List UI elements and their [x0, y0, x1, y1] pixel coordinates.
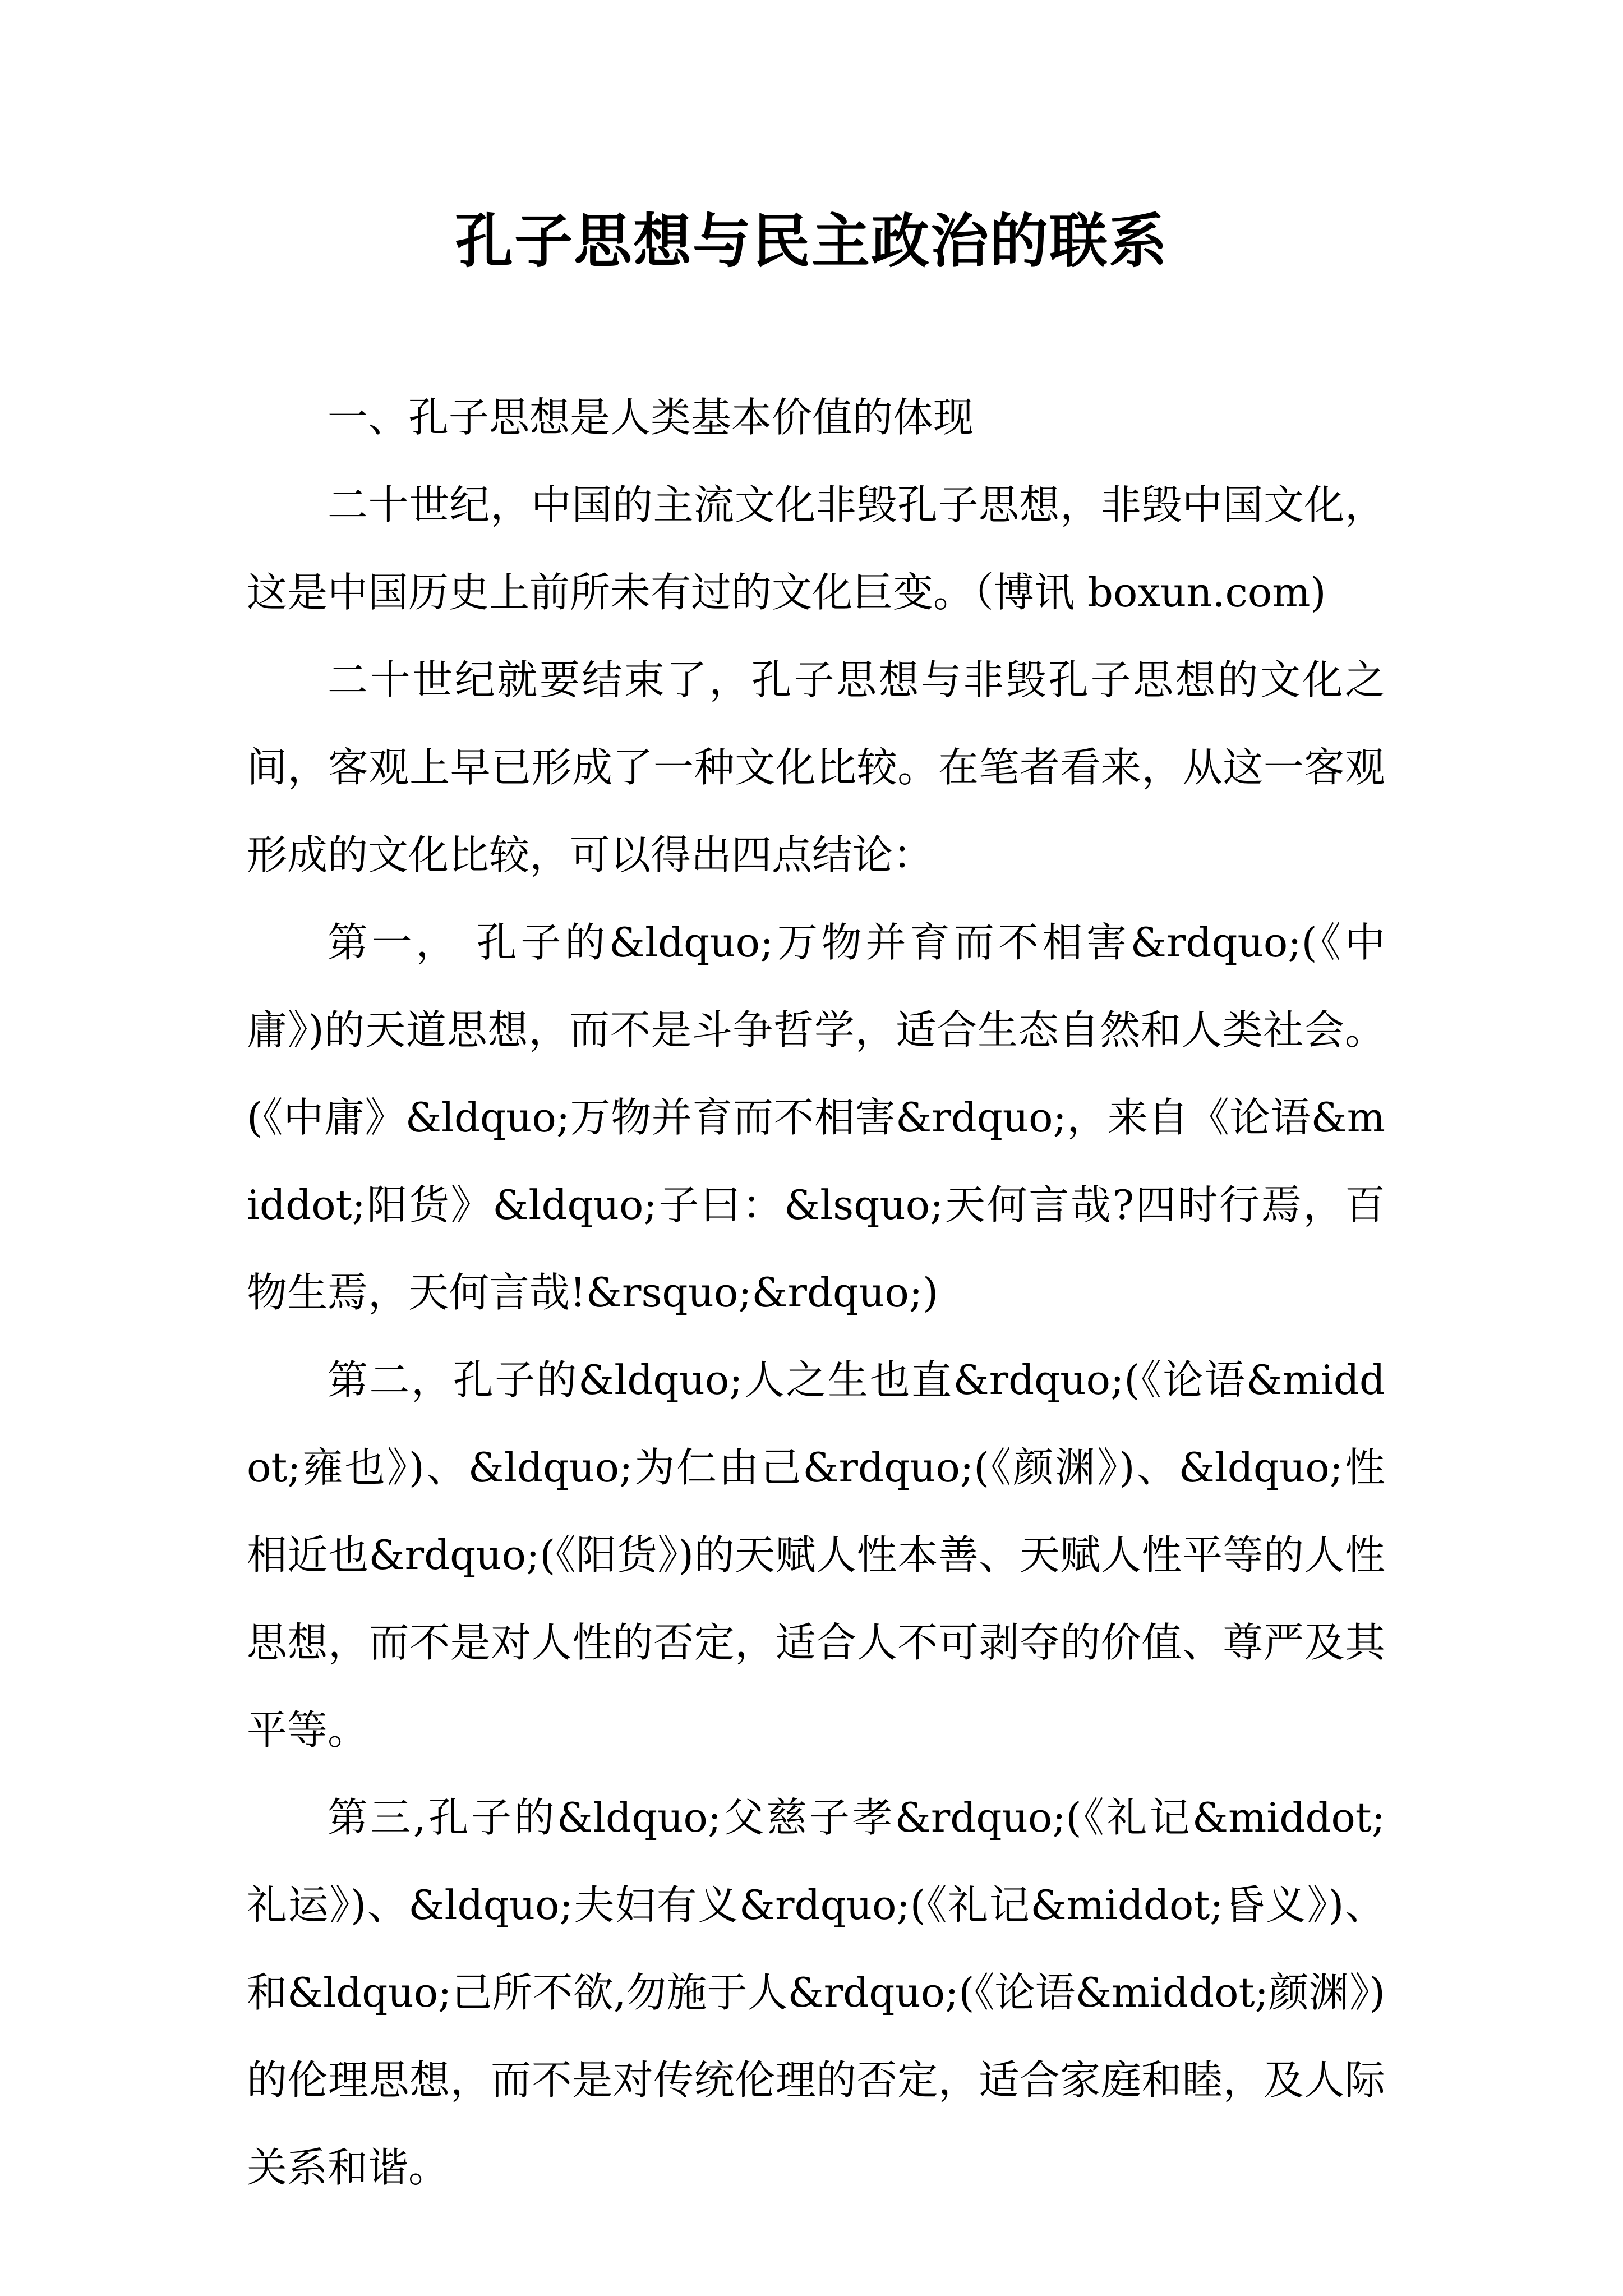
paragraph: 二十世纪就要结束了，孔子思想与非毁孔子思想的文化之间，客观上早已形成了一种文化比较。在笔者看来，从这一客观形成的文化比较，可以得出四点结论：: [247, 656, 1385, 878]
paragraph: 第一， 孔子的&ldquo;万物并育而不相害&rdquo;(《中庸》)的天道思想，而不是斗争哲学，适合生态自然和人类社会。(《中庸》&ldquo;万物并育而不相害&rdquo;，来自《论语&middot;阳货》&ldquo;子曰：&lsquo;天何言哉?四时行焉，百物生焉，天何言哉!&rsquo;&rdquo;): [247, 919, 1385, 1316]
paragraph: 二十世纪，中国的主流文化非毁孔子思想，非毁中国文化，这是中国历史上前所未有过的文化巨变。（博讯 boxun.com): [247, 481, 1385, 616]
document-body: [247, 374, 1385, 2211]
paragraph: 第二，孔子的&ldquo;人之生也直&rdquo;(《论语&middot;雍也》)、&ldquo;为仁由己&rdquo;(《颜渊》)、&ldquo;性相近也&rdquo;(《阳货》)的天赋人性本善、天赋人性平等的人性思想，而不是对人性的否定，适合人不可剥夺的价值、尊严及其平等。: [247, 1356, 1385, 1754]
paragraph: 第三,孔子的&ldquo;父慈子孝&rdquo;(《礼记&middot;礼运》)、&ldquo;夫妇有义&rdquo;(《礼记&middot;昏义》)、和&ldquo;己所不欲,勿施于人&rdquo;(《论语&middot;颜渊》)的伦理思想，而不是对传统伦理的否定，适合家庭和睦，及人际关系和谐。: [247, 1794, 1385, 2191]
paragraph-heading-1: 一、孔子思想是人类基本价值的体现: [328, 394, 974, 441]
document-title: 孔子思想与民主政治的联系: [454, 206, 1168, 275]
